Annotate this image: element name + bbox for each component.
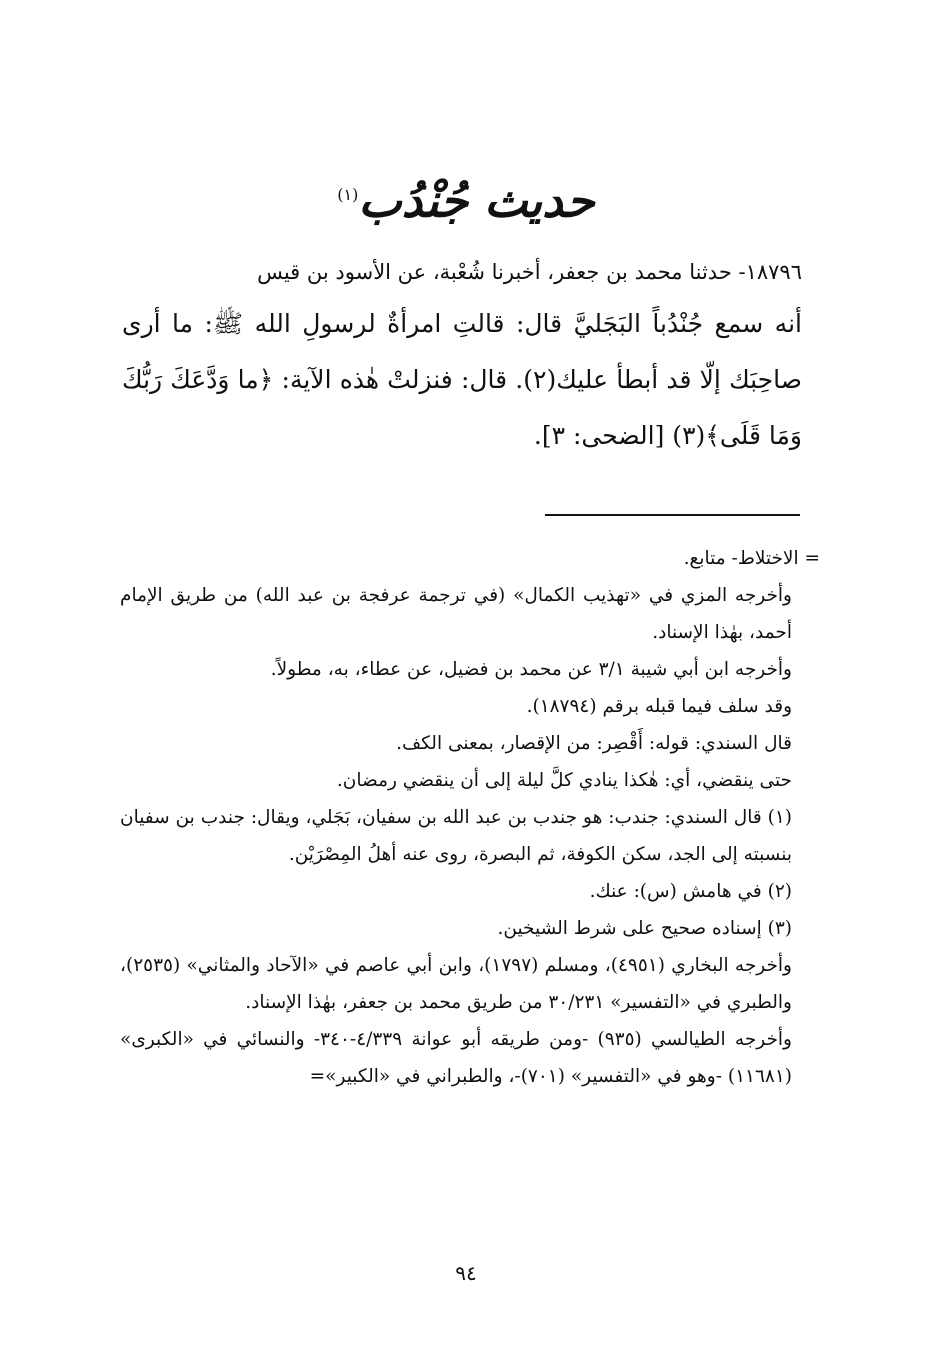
footnote-line: = الاختلاط- متابع. xyxy=(683,548,820,569)
footnote-3: (٣) إسناده صحيح على شرط الشيخين. xyxy=(497,918,792,939)
hadith-chain: ١٨٧٩٦- حدثنا محمد بن جعفر، أخبرنا شُعْبة، عن الأسود بن قيس xyxy=(257,260,802,284)
hadith-text xyxy=(122,248,802,464)
footnote-2: (٢) في هامش (س): عنك. xyxy=(589,881,792,902)
footnote-line: حتى ينقضي، أي: هٰكذا ينادي كلَّ ليلة إلى أن ينقضي رمضان. xyxy=(336,770,792,791)
footnote-separator xyxy=(545,514,800,516)
footnote-line: وقد سلف فيما قبله برقم (١٨٧٩٤). xyxy=(526,696,792,717)
footnotes xyxy=(120,540,820,1095)
section-title xyxy=(0,160,932,235)
section-title-text: حديث جُنْدُب xyxy=(358,173,595,228)
footnote-line: وأخرجه المزي في «تهذيب الكمال» (في ترجمة عرفجة بن عبد الله) من طريق الإمام أحمد، بهٰذا الإسناد. xyxy=(120,585,792,643)
footnote-line: وأخرجه الطيالسي (٩٣٥) -ومن طريقه أبو عوانة ٤/٣٣٩-٣٤٠- والنسائي في «الكبرى» (١١٦٨١) -وهو في «التفسير» (٧٠١)-، والطبراني في «الكبير»= xyxy=(120,1029,792,1087)
footnote-1: (١) قال السندي: جندب: هو جندب بن عبد الله بن سفيان، بَجَلي، ويقال: جندب بن سفيان بنسبته إلى الجد، سكن الكوفة، ثم البصرة، روى عنه أهلُ المِصْرَيْن. xyxy=(120,807,792,865)
title-footnote-ref: (١) xyxy=(337,185,359,204)
footnote-line: وأخرجه البخاري (٤٩٥١)، ومسلم (١٧٩٧)، وابن أبي عاصم في «الآحاد والمثاني» (٢٥٣٥)، والطبري في «التفسير» ٣٠/٢٣١ من طريق محمد بن جعفر، بهٰذا الإسناد. xyxy=(120,955,792,1013)
page-number: ٩٤ xyxy=(455,1261,477,1285)
footnote-line: وأخرجه ابن أبي شيبة ٣/١ عن محمد بن فضيل، عن عطاء، به، مطولاً. xyxy=(270,659,792,680)
footnote-line: قال السندي: قوله: أَقْصِر: من الإقصار، بمعنى الكف. xyxy=(396,733,792,754)
hadith-body: أنه سمع جُنْدُباً البَجَليَّ قال: قالتِ امرأةٌ لرسولِ الله ﷺ: ما أرى صاحِبَك إلّا قد أبطأ عليك(٢). قال: فنزلتْ هٰذه الآية: ﴿ما وَدَّعَكَ رَبُّكَ وَمَا قَلَى﴾(٣) [الضحى: ٣]. xyxy=(122,309,802,450)
